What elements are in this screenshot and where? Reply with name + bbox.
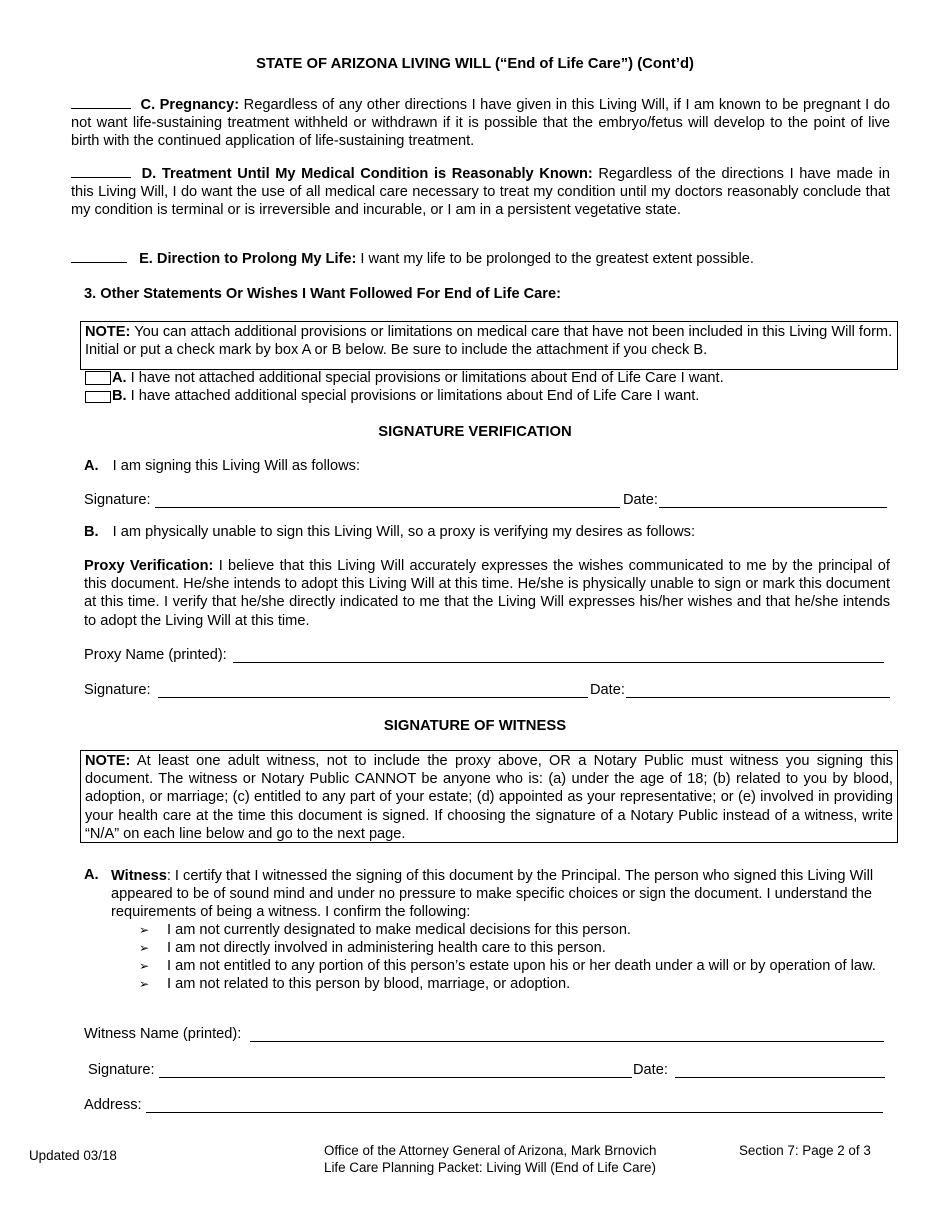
proxy-name-label: Proxy Name (printed): (84, 647, 227, 663)
witness-a-label: A. (84, 867, 99, 883)
proxy-verification-text: I believe that this Living Will accurately expresses the wishes communicated to me by the principal of this document. He/she intends to adopt this Living Will at this time. He/she is physically unable to sign or mark this document at this time. I verify that he/she directly indicated to me that the Living Will expresses his/her wishes and that he/she intends to adopt the Living Will at this time. (84, 558, 890, 629)
footer-updated: Updated 03/18 (29, 1148, 117, 1163)
principal-signature-label: Signature: (84, 492, 151, 508)
option-d-text: Regardless of the directions I have made in this Living Will, I do want the use of all medical care necessary to treat my condition until my doctors reasonably conclude that my condition is terminal or is irreversible and incurable, or I am in a persistent vegetative state. (71, 166, 890, 219)
witness-a-heading: Witness (111, 868, 167, 884)
witness-bullet-list (139, 921, 884, 993)
witness-bullet-item (139, 957, 884, 975)
option-e-paragraph (71, 250, 890, 268)
sign-self-text: I am signing this Living Will as follows: (112, 458, 361, 474)
witness-bullet-item (139, 939, 884, 957)
proxy-date-line[interactable] (626, 697, 890, 698)
witness-bullet-item (139, 975, 884, 993)
option-a-row (112, 370, 724, 386)
arrow-bullet-icon: ➢ (139, 941, 150, 955)
note-label: NOTE: (85, 324, 131, 340)
note-text: You can attach additional provisions or limitations on medical care that have not been included in this Living Will form. Initial or put a check mark by box A or B below. Be sure to include the attachment if you check B. (85, 324, 893, 359)
witness-signature-label: Signature: (88, 1062, 155, 1078)
witness-bullet-text: I am not currently designated to make medical decisions for this person. (167, 922, 631, 938)
witness-date-label: Date: (633, 1062, 668, 1078)
sign-self-row (84, 458, 360, 474)
proxy-date-label: Date: (590, 682, 625, 698)
other-statements-heading: 3. Other Statements Or Wishes I Want Followed For End of Life Care: (84, 286, 561, 302)
proxy-intro-text: I am physically unable to sign this Living Will, so a proxy is verifying my desires as follows: (112, 524, 696, 540)
witness-name-label: Witness Name (printed): (84, 1026, 242, 1042)
witness-bullet-text: I am not entitled to any portion of this person’s estate upon his or her death under a will or by operation of law. (167, 958, 876, 974)
option-d-heading: D. Treatment Until My Medical Condition is Reasonably Known: (141, 166, 593, 182)
proxy-intro-row (84, 524, 695, 540)
option-d-initial-line[interactable] (71, 165, 131, 178)
footer-office-line2: Life Care Planning Packet: Living Will (End of Life Care) (324, 1160, 656, 1175)
option-b-text: I have attached additional special provisions or limitations about End of Life Care I want. (126, 388, 700, 404)
proxy-signature-line[interactable] (158, 697, 588, 698)
option-b-checkbox[interactable] (85, 391, 111, 403)
option-b-row (112, 388, 699, 404)
arrow-bullet-icon: ➢ (139, 959, 150, 973)
option-b-label: B. (112, 388, 127, 404)
option-c-text: Regardless of any other directions I have given in this Living Will, if I am known to be pregnant I do not want life-sustaining treatment withheld or withdrawn if it is possible that the embryo/fetus will develop to the point of live birth with the continued application of life-sustaining treatment. (71, 97, 890, 150)
witness-note-box (80, 750, 898, 843)
witness-note-label: NOTE: (85, 753, 131, 769)
proxy-intro-label: B. (84, 524, 99, 540)
option-d-paragraph (71, 165, 890, 220)
option-a-checkbox[interactable] (85, 371, 111, 385)
witness-note-text: At least one adult witness, not to include the proxy above, OR a Notary Public must witness you signing this document. The witness or Notary Public CANNOT be anyone who is: (a) under the age of 18; (b) related to you by blood, adoption, or marriage; (c) entitled to any part of your estate; (d) appointed as your representative; or (e) involved in providing your health care at the time this document is signed. If choosing the signature of a Notary Public instead of a witness, write “N/A” on each line below and go to the next page. (85, 753, 893, 842)
witness-address-label: Address: (84, 1097, 142, 1113)
footer-office (324, 1142, 656, 1176)
principal-date-line[interactable] (659, 507, 887, 508)
sign-self-label: A. (84, 458, 99, 474)
option-a-label: A. (112, 370, 127, 386)
witness-signature-line[interactable] (159, 1077, 632, 1078)
option-c-initial-line[interactable] (71, 96, 131, 109)
option-c-heading: C. Pregnancy: (140, 97, 240, 113)
proxy-name-line[interactable] (233, 662, 884, 663)
footer-section: Section 7: Page 2 of 3 (739, 1143, 871, 1158)
proxy-verification-paragraph (84, 557, 890, 630)
option-e-heading: E. Direction to Prolong My Life: (139, 251, 357, 267)
witness-certification (111, 867, 881, 922)
witness-heading: SIGNATURE OF WITNESS (383, 718, 567, 734)
footer-office-line1: Office of the Attorney General of Arizona, Mark Brnovich (324, 1143, 657, 1158)
other-statements-note-box (80, 321, 898, 370)
witness-bullet-text: I am not directly involved in administering health care to this person. (167, 940, 606, 956)
proxy-verification-label: Proxy Verification: (84, 558, 214, 574)
option-e-initial-line[interactable] (71, 250, 127, 263)
witness-bullets (139, 921, 884, 993)
signature-verification-heading: SIGNATURE VERIFICATION (378, 424, 572, 440)
arrow-bullet-icon: ➢ (139, 977, 150, 991)
option-c-paragraph (71, 96, 890, 151)
principal-date-label: Date: (623, 492, 658, 508)
principal-signature-line[interactable] (155, 507, 620, 508)
option-e-text: I want my life to be prolonged to the greatest extent possible. (356, 251, 754, 267)
proxy-signature-label: Signature: (84, 682, 151, 698)
witness-date-line[interactable] (675, 1077, 885, 1078)
witness-bullet-text: I am not related to this person by blood, marriage, or adoption. (167, 976, 571, 992)
arrow-bullet-icon: ➢ (139, 923, 150, 937)
witness-a-text: : I certify that I witnessed the signing of this document by the Principal. The person who signed this Living Will appeared to be of sound mind and under no pressure to make specific choices or sign the document. I understand the requirements of being a witness. I confirm the following: (111, 868, 874, 921)
page-title: STATE OF ARIZONA LIVING WILL (“End of Life Care”) (Cont’d) (256, 56, 694, 72)
option-a-text: I have not attached additional special provisions or limitations about End of Life Care I want. (126, 370, 724, 386)
witness-address-line[interactable] (146, 1112, 883, 1113)
witness-bullet-item (139, 921, 884, 939)
witness-name-line[interactable] (250, 1041, 884, 1042)
